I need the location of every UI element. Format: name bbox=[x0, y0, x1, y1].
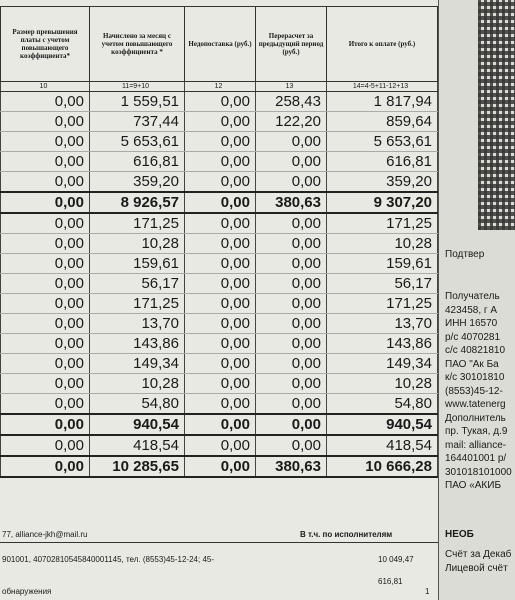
table-cell: 0,00 bbox=[185, 192, 256, 213]
table-cell: 149,34 bbox=[327, 354, 438, 374]
table-row bbox=[1, 274, 438, 294]
table-cell: 13,70 bbox=[327, 314, 438, 334]
right-text-line: ПАО "Ак Ба bbox=[445, 358, 499, 370]
table-row bbox=[1, 234, 438, 254]
col-number: 12 bbox=[185, 82, 256, 92]
table-row bbox=[1, 172, 438, 193]
table-cell: 0,00 bbox=[1, 394, 90, 415]
table-cell: 122,20 bbox=[256, 112, 327, 132]
table-row bbox=[1, 132, 438, 152]
table-cell: 0,00 bbox=[1, 294, 90, 314]
footer-email: 77, alliance-jkh@mail.ru bbox=[2, 530, 88, 539]
table-cell: 0,00 bbox=[256, 172, 327, 193]
table-cell: 1 559,51 bbox=[90, 92, 185, 112]
table-cell: 143,86 bbox=[90, 334, 185, 354]
table-row bbox=[1, 354, 438, 374]
table-cell: 940,54 bbox=[90, 414, 185, 435]
table-row bbox=[1, 254, 438, 274]
col-number: 10 bbox=[1, 82, 90, 92]
table-cell: 0,00 bbox=[1, 152, 90, 172]
right-text-line: с/с 40821810 bbox=[445, 345, 506, 356]
table-row bbox=[1, 152, 438, 172]
right-text-line: mail: alliance- bbox=[445, 439, 507, 451]
table-cell: 0,00 bbox=[185, 435, 256, 456]
table-cell: 0,00 bbox=[1, 172, 90, 193]
table-cell: 0,00 bbox=[185, 394, 256, 415]
right-text-line: www.tatenerg bbox=[445, 399, 506, 410]
right-text-line: (8553)45-12- bbox=[445, 385, 503, 397]
table-cell: 737,44 bbox=[90, 112, 185, 132]
table-cell: 149,34 bbox=[90, 354, 185, 374]
right-text-line: НЕОБ bbox=[445, 529, 474, 540]
table-cell: 859,64 bbox=[327, 112, 438, 132]
footer-value-2: 616,81 bbox=[378, 577, 403, 586]
table-cell: 0,00 bbox=[256, 314, 327, 334]
table-cell: 0,00 bbox=[185, 354, 256, 374]
table-cell: 0,00 bbox=[256, 294, 327, 314]
table-cell: 0,00 bbox=[185, 334, 256, 354]
table-cell: 380,63 bbox=[256, 192, 327, 213]
table-cell: 0,00 bbox=[1, 234, 90, 254]
header-excess: Размер превышения платы с учетом повышающего коэффициента* bbox=[1, 7, 90, 82]
table-cell: 171,25 bbox=[90, 213, 185, 234]
right-text-line: Дополнитель bbox=[445, 412, 506, 424]
table-cell: 10 285,65 bbox=[90, 456, 185, 477]
right-text-line: ИНН 16570 bbox=[445, 318, 498, 329]
footer-bottom-left: обнаружения bbox=[2, 587, 52, 596]
table-row bbox=[1, 394, 438, 415]
header-total: Итого к оплате (руб.) bbox=[327, 7, 438, 82]
right-bill-block bbox=[445, 548, 511, 575]
table-row bbox=[1, 314, 438, 334]
table-cell: 0,00 bbox=[256, 152, 327, 172]
table-cell: 56,17 bbox=[90, 274, 185, 294]
table-cell: 0,00 bbox=[185, 374, 256, 394]
table-cell: 616,81 bbox=[327, 152, 438, 172]
right-text-line: Лицевой счёт bbox=[445, 562, 508, 574]
right-text-line: пр. Тукая, д.9 bbox=[445, 426, 508, 437]
table-cell: 0,00 bbox=[1, 112, 90, 132]
table-cell: 0,00 bbox=[185, 234, 256, 254]
table-cell: 0,00 bbox=[256, 414, 327, 435]
table-header-row bbox=[1, 7, 438, 82]
table-cell: 0,00 bbox=[1, 132, 90, 152]
table-cell: 10,28 bbox=[90, 374, 185, 394]
table-cell: 0,00 bbox=[1, 254, 90, 274]
col-number: 14=4-5+11-12+13 bbox=[327, 82, 438, 92]
table-cell: 0,00 bbox=[185, 213, 256, 234]
table-cell: 0,00 bbox=[1, 374, 90, 394]
table-row bbox=[1, 334, 438, 354]
table-cell: 0,00 bbox=[185, 294, 256, 314]
right-text-line: 301018101000 bbox=[445, 466, 512, 478]
table-cell: 940,54 bbox=[327, 414, 438, 435]
table-cell: 1 817,94 bbox=[327, 92, 438, 112]
right-text-line: Счёт за Декаб bbox=[445, 549, 512, 560]
table-row bbox=[1, 294, 438, 314]
table-cell: 0,00 bbox=[185, 112, 256, 132]
table-row bbox=[1, 192, 438, 213]
right-confirm bbox=[445, 248, 484, 262]
table-cell: 359,20 bbox=[327, 172, 438, 193]
table-cell: 143,86 bbox=[327, 334, 438, 354]
table-cell: 616,81 bbox=[90, 152, 185, 172]
column-number-row bbox=[1, 82, 438, 92]
table-cell: 0,00 bbox=[1, 435, 90, 456]
table-cell: 380,63 bbox=[256, 456, 327, 477]
table-cell: 159,61 bbox=[327, 254, 438, 274]
right-text-line: ПАО «АКИБ bbox=[445, 480, 502, 491]
table-row bbox=[1, 112, 438, 132]
table-row bbox=[1, 456, 438, 477]
right-text-line: 423458, г А bbox=[445, 304, 498, 316]
table-cell: 159,61 bbox=[90, 254, 185, 274]
table-cell: 258,43 bbox=[256, 92, 327, 112]
table-cell: 171,25 bbox=[327, 213, 438, 234]
table-cell: 0,00 bbox=[256, 234, 327, 254]
header-shortfall: Недопоставка (руб.) bbox=[185, 7, 256, 82]
table-cell: 0,00 bbox=[1, 314, 90, 334]
table-cell: 0,00 bbox=[1, 354, 90, 374]
right-text-line: 164401001 р/ bbox=[445, 453, 507, 464]
header-recalc: Перерасчет за предыдущий период (руб.) bbox=[256, 7, 327, 82]
footer-executors-label: В т.ч. по исполнителям bbox=[300, 530, 393, 539]
col-number: 13 bbox=[256, 82, 327, 92]
table-cell: 0,00 bbox=[256, 254, 327, 274]
table-cell: 54,80 bbox=[90, 394, 185, 415]
table-cell: 0,00 bbox=[1, 274, 90, 294]
table-cell: 0,00 bbox=[185, 132, 256, 152]
table-cell: 0,00 bbox=[1, 414, 90, 435]
table-body bbox=[1, 82, 438, 478]
header-charged: Начислено за месяц с учетом повышающего коэффициента * bbox=[90, 7, 185, 82]
footer-bottom-right: 1 bbox=[425, 587, 430, 596]
table-cell: 0,00 bbox=[185, 254, 256, 274]
table-cell: 359,20 bbox=[90, 172, 185, 193]
table-cell: 54,80 bbox=[327, 394, 438, 415]
table-cell: 10,28 bbox=[90, 234, 185, 254]
table-cell: 0,00 bbox=[1, 334, 90, 354]
table-cell: 5 653,61 bbox=[327, 132, 438, 152]
table-cell: 0,00 bbox=[256, 132, 327, 152]
table-cell: 5 653,61 bbox=[90, 132, 185, 152]
footer-account: 901001, 40702810545840001145, тел. (8553)45-12-24; 45- bbox=[2, 555, 215, 564]
right-text-line: Получатель bbox=[445, 291, 500, 302]
table-cell: 0,00 bbox=[1, 213, 90, 234]
table-row bbox=[1, 92, 438, 112]
right-text-line: Подтвер bbox=[445, 249, 485, 260]
table-row bbox=[1, 435, 438, 456]
table-cell: 0,00 bbox=[185, 456, 256, 477]
table-cell: 10 666,28 bbox=[327, 456, 438, 477]
table-cell: 0,00 bbox=[185, 172, 256, 193]
table-cell: 8 926,57 bbox=[90, 192, 185, 213]
table-cell: 0,00 bbox=[185, 314, 256, 334]
table-cell: 0,00 bbox=[1, 456, 90, 477]
footer-bottom-row bbox=[0, 577, 438, 600]
table-cell: 0,00 bbox=[256, 435, 327, 456]
table-cell: 9 307,20 bbox=[327, 192, 438, 213]
table-cell: 0,00 bbox=[256, 354, 327, 374]
table-cell: 10,28 bbox=[327, 234, 438, 254]
table-cell: 0,00 bbox=[256, 334, 327, 354]
table-row bbox=[1, 414, 438, 435]
table-cell: 0,00 bbox=[1, 92, 90, 112]
table-row bbox=[1, 213, 438, 234]
footer-account-row bbox=[0, 553, 438, 569]
right-section-title bbox=[445, 528, 474, 542]
table-cell: 13,70 bbox=[90, 314, 185, 334]
table-cell: 0,00 bbox=[185, 92, 256, 112]
footer-email-row bbox=[0, 528, 438, 543]
table-cell: 10,28 bbox=[327, 374, 438, 394]
table-cell: 0,00 bbox=[256, 213, 327, 234]
col-number: 11=9+10 bbox=[90, 82, 185, 92]
right-text-line: к/с 30101810 bbox=[445, 372, 505, 383]
qr-code-image bbox=[478, 0, 515, 230]
table-cell: 0,00 bbox=[185, 274, 256, 294]
footer-value-1: 10 049,47 bbox=[378, 555, 414, 564]
table-cell: 418,54 bbox=[90, 435, 185, 456]
table-cell: 56,17 bbox=[327, 274, 438, 294]
table-cell: 0,00 bbox=[256, 274, 327, 294]
table-cell: 418,54 bbox=[327, 435, 438, 456]
table-cell: 0,00 bbox=[256, 374, 327, 394]
table-cell: 0,00 bbox=[1, 192, 90, 213]
table-row bbox=[1, 374, 438, 394]
right-text-line: р/с 4070281 bbox=[445, 331, 501, 343]
charges-table bbox=[0, 6, 438, 478]
table-cell: 0,00 bbox=[256, 394, 327, 415]
table-cell: 0,00 bbox=[185, 414, 256, 435]
right-recipient-block bbox=[445, 290, 512, 493]
table-cell: 171,25 bbox=[327, 294, 438, 314]
table-cell: 171,25 bbox=[90, 294, 185, 314]
table-cell: 0,00 bbox=[185, 152, 256, 172]
